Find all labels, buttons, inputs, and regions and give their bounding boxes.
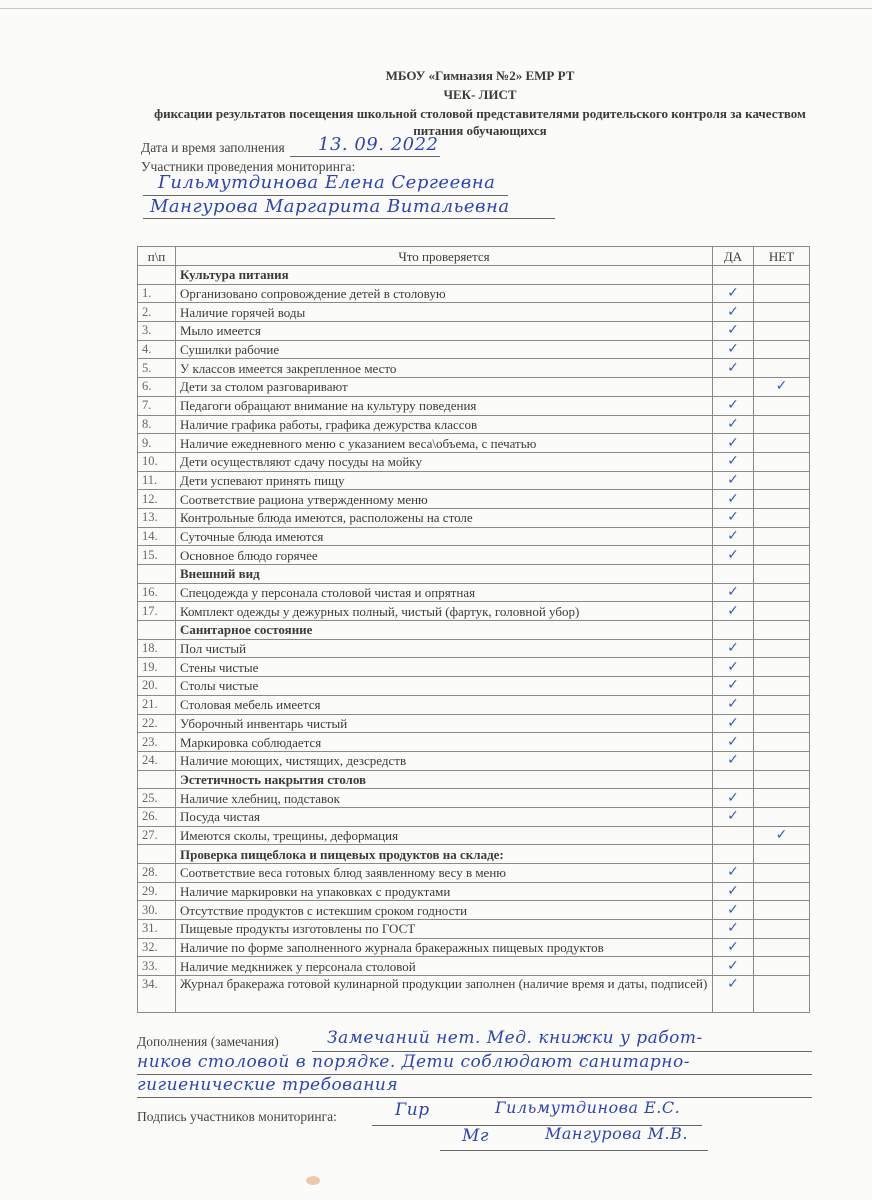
yes-mark: ✓ [713, 284, 754, 303]
no-mark [754, 583, 810, 602]
yes-mark: ✓ [713, 452, 754, 471]
no-mark [754, 751, 810, 770]
row-number: 31. [138, 920, 176, 939]
participant-1: Гильмутдинова Елена Сергеевна [158, 172, 496, 193]
no-mark [754, 920, 810, 939]
no-mark [754, 266, 810, 285]
table-header-row [138, 247, 810, 266]
participant-2-underline [143, 218, 555, 219]
row-number: 16. [138, 583, 176, 602]
row-item-text: Журнал бракеража готовой кулинарной продукции заполнен (наличие время и даты, подписей) [176, 976, 713, 1013]
row-number [138, 845, 176, 864]
table-row [138, 415, 810, 434]
table-row [138, 452, 810, 471]
row-number: 29. [138, 882, 176, 901]
no-mark [754, 882, 810, 901]
yes-mark: ✓ [713, 901, 754, 920]
no-mark [754, 639, 810, 658]
table-row [138, 938, 810, 957]
row-item-text: Наличие моющих, чистящих, дезсредств [176, 751, 713, 770]
table-row [138, 658, 810, 677]
row-item-text: Суточные блюда имеются [176, 527, 713, 546]
yes-mark: ✓ [713, 639, 754, 658]
row-item-text: Стены чистые [176, 658, 713, 677]
yes-mark: ✓ [713, 957, 754, 976]
row-number: 25. [138, 789, 176, 808]
row-item-text: Соответствие рациона утвержденному меню [176, 490, 713, 509]
row-item-text: Наличие маркировки на упаковках с продуктами [176, 882, 713, 901]
table-row [138, 901, 810, 920]
row-item-text: Наличие ежедневного меню с указанием веса\объема, с печатью [176, 434, 713, 453]
no-mark [754, 733, 810, 752]
no-mark [754, 807, 810, 826]
col-yes-header: ДА [713, 247, 754, 266]
row-number: 2. [138, 303, 176, 322]
yes-mark: ✓ [713, 695, 754, 714]
row-item-text: Организовано сопровождение детей в столовую [176, 284, 713, 303]
row-number: 7. [138, 396, 176, 415]
no-mark [754, 602, 810, 621]
notes-underline-3 [137, 1097, 812, 1098]
row-item-text: У классов имеется закрепленное место [176, 359, 713, 378]
table-row [138, 434, 810, 453]
document-type: ЧЕК- ЛИСТ [443, 87, 517, 102]
table-row [138, 322, 810, 341]
row-item-text: Дети за столом разговаривают [176, 378, 713, 397]
row-number: 27. [138, 826, 176, 845]
row-item-text: Имеются сколы, трещины, деформация [176, 826, 713, 845]
org-name: МБОУ «Гимназия №2» ЕМР РТ [385, 68, 575, 83]
row-item-text: Пол чистый [176, 639, 713, 658]
notes-label: Дополнения (замечания) [137, 1034, 279, 1049]
row-number: 3. [138, 322, 176, 341]
table-row [138, 340, 810, 359]
no-mark [754, 658, 810, 677]
row-number: 23. [138, 733, 176, 752]
signature-2-mark: Мг [462, 1126, 489, 1146]
no-mark [754, 284, 810, 303]
row-number: 1. [138, 284, 176, 303]
row-number [138, 770, 176, 789]
no-mark [754, 714, 810, 733]
yes-mark [713, 266, 754, 285]
row-item-text: Мыло имеется [176, 322, 713, 341]
row-item-text: Сушилки рабочие [176, 340, 713, 359]
date-underline [290, 156, 440, 157]
yes-mark: ✓ [713, 789, 754, 808]
row-item-text: Педагоги обращают внимание на культуру поведения [176, 396, 713, 415]
yes-mark: ✓ [713, 471, 754, 490]
yes-mark: ✓ [713, 751, 754, 770]
row-number: 12. [138, 490, 176, 509]
row-item-text: Посуда чистая [176, 807, 713, 826]
signature-underline-2 [440, 1150, 708, 1151]
row-item-text: Дети осуществляют сдачу посуды на мойку [176, 452, 713, 471]
paper-stain [306, 1176, 320, 1185]
no-mark [754, 789, 810, 808]
row-item-text: Спецодежда у персонала столовой чистая и опрятная [176, 583, 713, 602]
yes-mark: ✓ [713, 920, 754, 939]
yes-mark: ✓ [713, 303, 754, 322]
row-number: 6. [138, 378, 176, 397]
row-number: 28. [138, 864, 176, 883]
section-title: Проверка пищеблока и пищевых продуктов на складе: [176, 845, 713, 864]
yes-mark: ✓ [713, 807, 754, 826]
no-mark [754, 359, 810, 378]
no-mark [754, 340, 810, 359]
yes-mark: ✓ [713, 359, 754, 378]
section-row [138, 266, 810, 285]
checklist-table [137, 246, 810, 1013]
row-number: 13. [138, 508, 176, 527]
notes-line-3: гигиенические требования [137, 1075, 399, 1095]
no-mark [754, 957, 810, 976]
no-mark [754, 396, 810, 415]
row-item-text: Наличие хлебниц, подставок [176, 789, 713, 808]
row-number: 11. [138, 471, 176, 490]
row-item-text: Столы чистые [176, 677, 713, 696]
no-mark [754, 864, 810, 883]
no-mark [754, 508, 810, 527]
row-item-text: Наличие медкнижек у персонала столовой [176, 957, 713, 976]
col-num-header: п\п [138, 247, 176, 266]
row-item-text: Наличие по форме заполненного журнала бракеражных пищевых продуктов [176, 938, 713, 957]
date-value: 13. 09. 2022 [318, 134, 439, 155]
signature-1-mark: Гир [395, 1100, 430, 1120]
no-mark [754, 546, 810, 565]
no-mark [754, 976, 810, 1013]
no-mark [754, 434, 810, 453]
yes-mark: ✓ [713, 733, 754, 752]
yes-mark: ✓ [713, 864, 754, 883]
yes-mark: ✓ [713, 546, 754, 565]
participant-2: Мангурова Маргарита Витальевна [150, 196, 510, 217]
scan-edge-line [0, 8, 872, 9]
table-row [138, 378, 810, 397]
table-row [138, 695, 810, 714]
checklist-rows [138, 266, 810, 1013]
yes-mark: ✓ [713, 434, 754, 453]
yes-mark [713, 845, 754, 864]
row-number: 8. [138, 415, 176, 434]
table-row [138, 639, 810, 658]
row-item-text: Столовая мебель имеется [176, 695, 713, 714]
yes-mark: ✓ [713, 882, 754, 901]
document-subtitle: фиксации результатов посещения школьной столовой представителями родительского контроля за качеством питания обучающихся [154, 106, 806, 138]
section-row [138, 621, 810, 640]
row-number [138, 266, 176, 285]
table-row [138, 957, 810, 976]
yes-mark: ✓ [713, 508, 754, 527]
row-number: 22. [138, 714, 176, 733]
signatures-label: Подпись участников мониторинга: [137, 1109, 337, 1124]
yes-mark: ✓ [713, 938, 754, 957]
no-mark [754, 845, 810, 864]
row-item-text: Уборочный инвентарь чистый [176, 714, 713, 733]
no-mark [754, 415, 810, 434]
table-row [138, 527, 810, 546]
section-title: Культура питания [176, 266, 713, 285]
table-row [138, 303, 810, 322]
row-number [138, 565, 176, 584]
table-row [138, 714, 810, 733]
table-row [138, 920, 810, 939]
row-number: 18. [138, 639, 176, 658]
row-number: 34. [138, 976, 176, 1013]
row-item-text: Соответствие веса готовых блюд заявленному весу в меню [176, 864, 713, 883]
no-mark: ✓ [754, 826, 810, 845]
yes-mark: ✓ [713, 658, 754, 677]
yes-mark [713, 378, 754, 397]
table-row [138, 882, 810, 901]
table-row [138, 396, 810, 415]
table-row [138, 751, 810, 770]
row-number: 30. [138, 901, 176, 920]
section-title: Эстетичность накрытия столов [176, 770, 713, 789]
section-row [138, 565, 810, 584]
table-row [138, 826, 810, 845]
no-mark: ✓ [754, 378, 810, 397]
table-row [138, 490, 810, 509]
yes-mark: ✓ [713, 415, 754, 434]
table-row [138, 976, 810, 1013]
no-mark [754, 621, 810, 640]
yes-mark [713, 770, 754, 789]
no-mark [754, 770, 810, 789]
section-row [138, 845, 810, 864]
signature-2-name: Мангурова М.В. [545, 1124, 688, 1143]
row-number: 10. [138, 452, 176, 471]
section-title: Внешний вид [176, 565, 713, 584]
no-mark [754, 677, 810, 696]
row-item-text: Наличие горячей воды [176, 303, 713, 322]
col-item-header: Что проверяется [176, 247, 713, 266]
notes-line-1: Замечаний нет. Мед. книжки у работ- [327, 1028, 703, 1048]
no-mark [754, 303, 810, 322]
row-number: 32. [138, 938, 176, 957]
no-mark [754, 938, 810, 957]
no-mark [754, 901, 810, 920]
no-mark [754, 452, 810, 471]
table-row [138, 864, 810, 883]
row-number: 19. [138, 658, 176, 677]
row-number: 5. [138, 359, 176, 378]
row-number: 20. [138, 677, 176, 696]
yes-mark [713, 826, 754, 845]
row-number: 24. [138, 751, 176, 770]
yes-mark [713, 565, 754, 584]
no-mark [754, 695, 810, 714]
yes-mark: ✓ [713, 583, 754, 602]
no-mark [754, 322, 810, 341]
row-item-text: Наличие графика работы, графика дежурства классов [176, 415, 713, 434]
table-row [138, 508, 810, 527]
no-mark [754, 527, 810, 546]
row-number [138, 621, 176, 640]
row-item-text: Основное блюдо горячее [176, 546, 713, 565]
yes-mark: ✓ [713, 976, 754, 1013]
table-row [138, 807, 810, 826]
yes-mark: ✓ [713, 677, 754, 696]
table-row [138, 789, 810, 808]
table-row [138, 677, 810, 696]
row-item-text: Отсутствие продуктов с истекшим сроком годности [176, 901, 713, 920]
section-title: Санитарное состояние [176, 621, 713, 640]
row-item-text: Дети успевают принять пищу [176, 471, 713, 490]
row-item-text: Комплект одежды у дежурных полный, чистый (фартук, головной убор) [176, 602, 713, 621]
table-row [138, 733, 810, 752]
yes-mark: ✓ [713, 340, 754, 359]
table-row [138, 284, 810, 303]
yes-mark [713, 621, 754, 640]
row-number: 17. [138, 602, 176, 621]
row-number: 21. [138, 695, 176, 714]
yes-mark: ✓ [713, 396, 754, 415]
row-number: 4. [138, 340, 176, 359]
yes-mark: ✓ [713, 322, 754, 341]
row-number: 15. [138, 546, 176, 565]
signature-1-name: Гильмутдинова Е.С. [495, 1098, 681, 1117]
date-label: Дата и время заполнения [141, 140, 285, 155]
yes-mark: ✓ [713, 490, 754, 509]
notes-line-2: ников столовой в порядке. Дети соблюдают санитарно- [137, 1052, 690, 1072]
no-mark [754, 471, 810, 490]
participants-label: Участники проведения мониторинга: [141, 159, 356, 174]
row-item-text: Пищевые продукты изготовлены по ГОСТ [176, 920, 713, 939]
yes-mark: ✓ [713, 602, 754, 621]
row-number: 9. [138, 434, 176, 453]
row-number: 33. [138, 957, 176, 976]
table-row [138, 359, 810, 378]
row-number: 14. [138, 527, 176, 546]
yes-mark: ✓ [713, 527, 754, 546]
col-no-header: НЕТ [754, 247, 810, 266]
row-item-text: Контрольные блюда имеются, расположены на столе [176, 508, 713, 527]
yes-mark: ✓ [713, 714, 754, 733]
no-mark [754, 490, 810, 509]
no-mark [754, 565, 810, 584]
table-row [138, 546, 810, 565]
row-item-text: Маркировка соблюдается [176, 733, 713, 752]
section-row [138, 770, 810, 789]
row-number: 26. [138, 807, 176, 826]
table-row [138, 471, 810, 490]
table-row [138, 602, 810, 621]
table-row [138, 583, 810, 602]
